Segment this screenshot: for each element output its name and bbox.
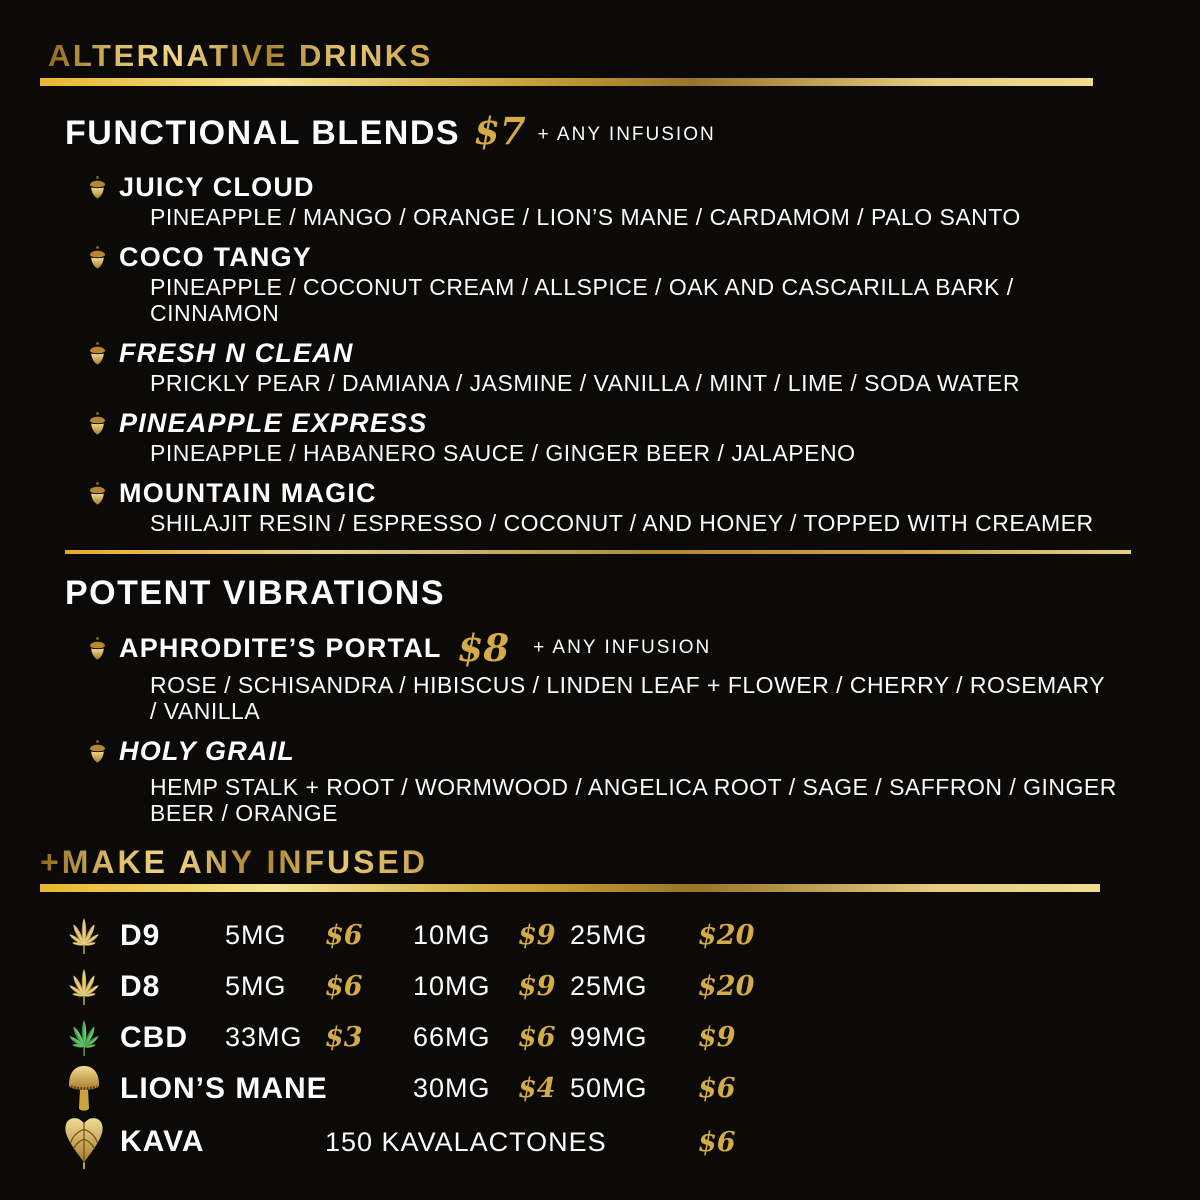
menu-item-holy-grail [88, 736, 1152, 826]
menu-item-name: HOLY GRAIL [119, 736, 296, 766]
page-title: ALTERNATIVE DRINKS [48, 38, 433, 73]
menu-item-ingredients: PRICKLY PEAR / DAMIANA / JASMINE / VANILLA / MINT / LIME / SODA WATER [150, 370, 1020, 396]
acorn-icon [88, 637, 107, 660]
infusion-dose: 25MG [570, 971, 648, 1001]
infusion-name: D8 [120, 969, 161, 1003]
hemp-leaf-icon [48, 966, 120, 1008]
menu-item-pineapple-express [88, 408, 1152, 466]
section-divider [65, 550, 1131, 554]
infusion-dose: 25MG [570, 920, 648, 950]
infusion-price: $20 [698, 920, 755, 951]
infusion-price: $6 [518, 1022, 556, 1053]
hemp-leaf-icon [48, 915, 120, 957]
infusion-row-lions-mane [48, 1063, 1152, 1114]
infusion-name: KAVA [120, 1125, 205, 1158]
infusion-price: $9 [698, 1022, 736, 1053]
infusion-name: D9 [120, 918, 161, 952]
acorn-icon [88, 246, 107, 269]
infusion-name: CBD [120, 1020, 188, 1054]
infusion-row-d8 [48, 961, 1152, 1012]
kava-leaf-icon [48, 1114, 120, 1170]
section-price-note: + ANY INFUSION [537, 124, 716, 145]
menu-item-ingredients: HEMP STALK + ROOT / WORMWOOD / ANGELICA ROOT / SAGE / SAFFRON / GINGER BEER / ORANGE [150, 774, 1117, 826]
menu-item-name: JUICY CLOUD [119, 172, 315, 202]
menu-item-ingredients: SHILAJIT RESIN / ESPRESSO / COCONUT / AND HONEY / TOPPED WITH CREAMER [150, 510, 1094, 536]
infusion-row-d9 [48, 910, 1152, 961]
infusion-dose: 10MG [413, 971, 491, 1001]
infusion-price: $6 [698, 1073, 736, 1104]
infusion-dose: 33MG [225, 1022, 303, 1052]
infusion-name: LION’S MANE [120, 1071, 328, 1105]
acorn-icon [88, 176, 107, 199]
section-title: POTENT VIBRATIONS [65, 574, 445, 612]
section-functional-blends-heading [65, 109, 1152, 153]
menu-item-coco-tangy [88, 242, 1152, 326]
infusion-row-cbd [48, 1012, 1152, 1063]
potent-vibrations-items [88, 626, 1152, 826]
infused-title-block [40, 846, 1152, 892]
section-title: FUNCTIONAL BLENDS [65, 114, 461, 152]
section-price: $7 [474, 109, 526, 153]
infused-title: +MAKE ANY INFUSED [40, 844, 428, 880]
infusion-row-kava [48, 1114, 1152, 1165]
infusion-price: $9 [518, 920, 556, 951]
functional-blends-items [88, 172, 1152, 536]
menu-item-name: PINEAPPLE EXPRESS [119, 408, 428, 438]
infusion-dose: 150 KAVALACTONES [325, 1126, 607, 1157]
page-title-block [48, 40, 1152, 86]
menu-item-price: $8 [457, 626, 510, 670]
infused-title-underline [40, 884, 1100, 892]
infusion-dose: 50MG [570, 1073, 648, 1103]
infusion-price: $9 [518, 971, 556, 1002]
section-potent-vibrations-heading [65, 576, 1152, 610]
infusion-price: $6 [325, 971, 363, 1002]
menu-item-ingredients: PINEAPPLE / COCONUT CREAM / ALLSPICE / OAK AND CASCARILLA BARK / CINNAMON [150, 274, 1014, 326]
menu-item-name: APHRODITE’S PORTAL [119, 633, 442, 663]
infusion-price: $3 [325, 1022, 363, 1053]
infusion-dose: 66MG [413, 1022, 491, 1052]
infusion-price: $20 [698, 971, 755, 1002]
infusion-dose: 5MG [225, 920, 287, 950]
menu-item-aphrodites-portal [88, 626, 1152, 724]
title-underline [40, 78, 1093, 86]
acorn-icon [88, 740, 107, 763]
infusion-dose: 10MG [413, 920, 491, 950]
menu-item-ingredients: ROSE / SCHISANDRA / HIBISCUS / LINDEN LEAF + FLOWER / CHERRY / ROSEMARY / VANILLA [150, 672, 1105, 724]
menu-item-juicy-cloud [88, 172, 1152, 230]
acorn-icon [88, 342, 107, 365]
acorn-icon [88, 482, 107, 505]
infusion-price: $6 [325, 920, 363, 951]
infusion-price: $6 [698, 1126, 736, 1158]
acorn-icon [88, 412, 107, 435]
menu-item-ingredients: PINEAPPLE / MANGO / ORANGE / LION’S MANE / CARDAMOM / PALO SANTO [150, 204, 1021, 230]
menu-item-name: FRESH N CLEAN [119, 338, 354, 368]
menu-item-name: MOUNTAIN MAGIC [119, 478, 377, 508]
cbd-leaf-icon [48, 1017, 120, 1059]
menu-item-fresh-n-clean [88, 338, 1152, 396]
menu-item-mountain-magic [88, 478, 1152, 536]
infusions-table [48, 910, 1152, 1165]
infusion-price: $4 [518, 1073, 556, 1104]
mushroom-icon [48, 1064, 120, 1114]
menu-item-price-note: + ANY INFUSION [533, 637, 712, 658]
infusion-dose: 5MG [225, 971, 287, 1001]
infusion-dose: 99MG [570, 1022, 648, 1052]
menu-item-ingredients: PINEAPPLE / HABANERO SAUCE / GINGER BEER / JALAPENO [150, 440, 856, 466]
menu-item-name: COCO TANGY [119, 242, 312, 272]
infusion-dose: 30MG [413, 1073, 491, 1103]
